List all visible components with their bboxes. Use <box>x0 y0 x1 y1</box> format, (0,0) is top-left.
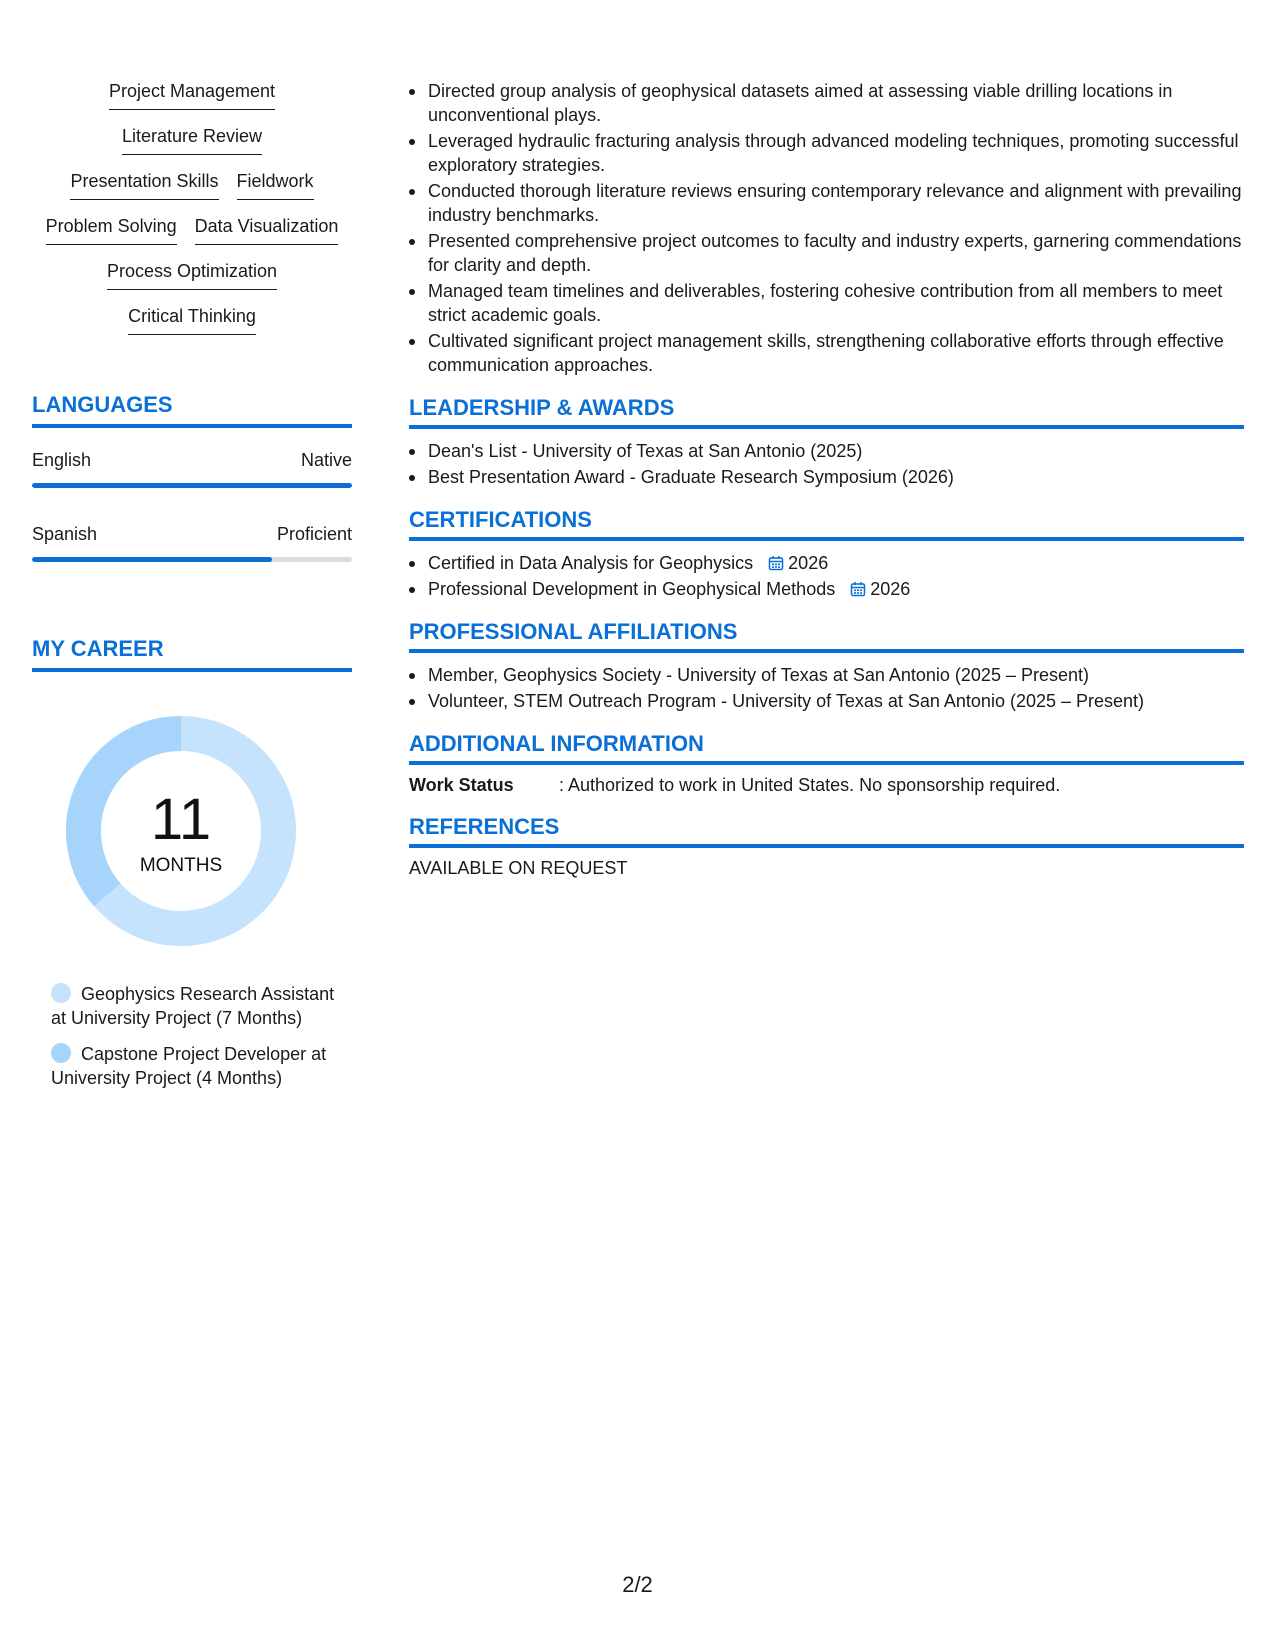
references-text: AVAILABLE ON REQUEST <box>409 858 628 878</box>
list-item: Managed team timelines and deliverables, fostering cohesive contribution from all members to meet strict academic goals. <box>409 279 1244 327</box>
certification-year: 2026 <box>788 553 829 573</box>
work-status-value: : Authorized to work in United States. No sponsorship required. <box>559 775 1061 795</box>
list-item: Member, Geophysics Society - University of Texas at San Antonio (2025 – Present) <box>409 663 1244 687</box>
languages-section <box>32 392 352 562</box>
career-section <box>32 636 352 1090</box>
language-bar <box>32 483 352 488</box>
affiliations-list <box>409 663 1244 713</box>
language-level: Proficient <box>276 524 352 544</box>
skill-tag: Fieldwork <box>237 170 314 200</box>
career-unit: MONTHS <box>139 855 223 876</box>
list-item: Volunteer, STEM Outreach Program - University of Texas at San Antonio (2025 – Present) <box>409 689 1244 713</box>
skill-row <box>46 215 339 260</box>
languages-heading: LANGUAGES <box>32 392 352 428</box>
skill-tag: Presentation Skills <box>70 170 218 200</box>
work-status-row <box>409 775 1244 796</box>
career-legend <box>51 982 341 1090</box>
additional-info-heading: ADDITIONAL INFORMATION <box>409 731 1244 765</box>
list-item: Cultivated significant project management skills, strengthening collaborative efforts through effective communication approaches. <box>409 329 1244 377</box>
skill-row <box>109 80 275 125</box>
skills-list <box>32 80 352 350</box>
legend-dot-icon <box>51 983 71 1003</box>
certification-name: Certified in Data Analysis for Geophysics <box>428 553 754 573</box>
skill-tag: Literature Review <box>122 125 262 155</box>
language-level: Native <box>300 450 352 470</box>
leadership-heading: LEADERSHIP & AWARDS <box>409 395 1244 429</box>
certification-year: 2026 <box>870 579 911 599</box>
skill-row <box>128 305 256 350</box>
skill-row <box>122 125 262 170</box>
list-item <box>409 551 1244 575</box>
skill-row <box>70 170 313 215</box>
skill-tag: Data Visualization <box>195 215 339 245</box>
calendar-icon <box>850 581 866 597</box>
legend-dot-icon <box>51 1043 71 1063</box>
skill-tag: Problem Solving <box>46 215 177 245</box>
certifications-heading: CERTIFICATIONS <box>409 507 1244 541</box>
references-heading: REFERENCES <box>409 814 1244 848</box>
career-heading: MY CAREER <box>32 636 352 672</box>
list-item <box>409 577 1244 601</box>
list-item: Directed group analysis of geophysical datasets aimed at assessing viable drilling locations in unconventional plays. <box>409 79 1244 127</box>
language-name: English <box>32 450 92 470</box>
language-row <box>32 450 352 471</box>
list-item: Dean's List - University of Texas at San Antonio (2025) <box>409 439 1244 463</box>
legend-label: Geophysics Research Assistant at University Project (7 Months) <box>51 984 335 1028</box>
main-content <box>409 79 1244 879</box>
career-total: 11 <box>150 787 212 852</box>
skill-tag: Project Management <box>109 80 275 110</box>
language-row <box>32 524 352 545</box>
calendar-icon <box>768 555 784 571</box>
language-spanish <box>32 524 352 562</box>
skill-row <box>107 260 277 305</box>
list-item: Leveraged hydraulic fracturing analysis through advanced modeling techniques, promoting successful exploratory strategies. <box>409 129 1244 177</box>
career-donut <box>66 716 296 946</box>
language-bar <box>32 557 352 562</box>
list-item: Presented comprehensive project outcomes to faculty and industry experts, garnering commendations for clarity and depth. <box>409 229 1244 277</box>
certifications-list <box>409 551 1244 601</box>
skill-tag: Critical Thinking <box>128 305 256 335</box>
sidebar <box>32 80 352 1102</box>
list-item: Conducted thorough literature reviews ensuring contemporary relevance and alignment with prevailing industry benchmarks. <box>409 179 1244 227</box>
legend-item <box>51 1042 341 1090</box>
experience-bullets <box>409 79 1244 377</box>
legend-label: Capstone Project Developer at University Project (4 Months) <box>51 1044 327 1088</box>
page-number: 2/2 <box>622 1572 653 1597</box>
work-status-label: Work Status <box>409 775 514 795</box>
language-bar-fill <box>32 557 272 562</box>
language-name: Spanish <box>32 524 98 544</box>
leadership-list <box>409 439 1244 489</box>
language-bar-fill <box>32 483 352 488</box>
affiliations-heading: PROFESSIONAL AFFILIATIONS <box>409 619 1244 653</box>
skill-tag: Process Optimization <box>107 260 277 290</box>
language-english <box>32 450 352 488</box>
list-item: Best Presentation Award - Graduate Research Symposium (2026) <box>409 465 1244 489</box>
certification-name: Professional Development in Geophysical Methods <box>428 579 836 599</box>
legend-item <box>51 982 341 1030</box>
donut-center <box>66 716 296 946</box>
